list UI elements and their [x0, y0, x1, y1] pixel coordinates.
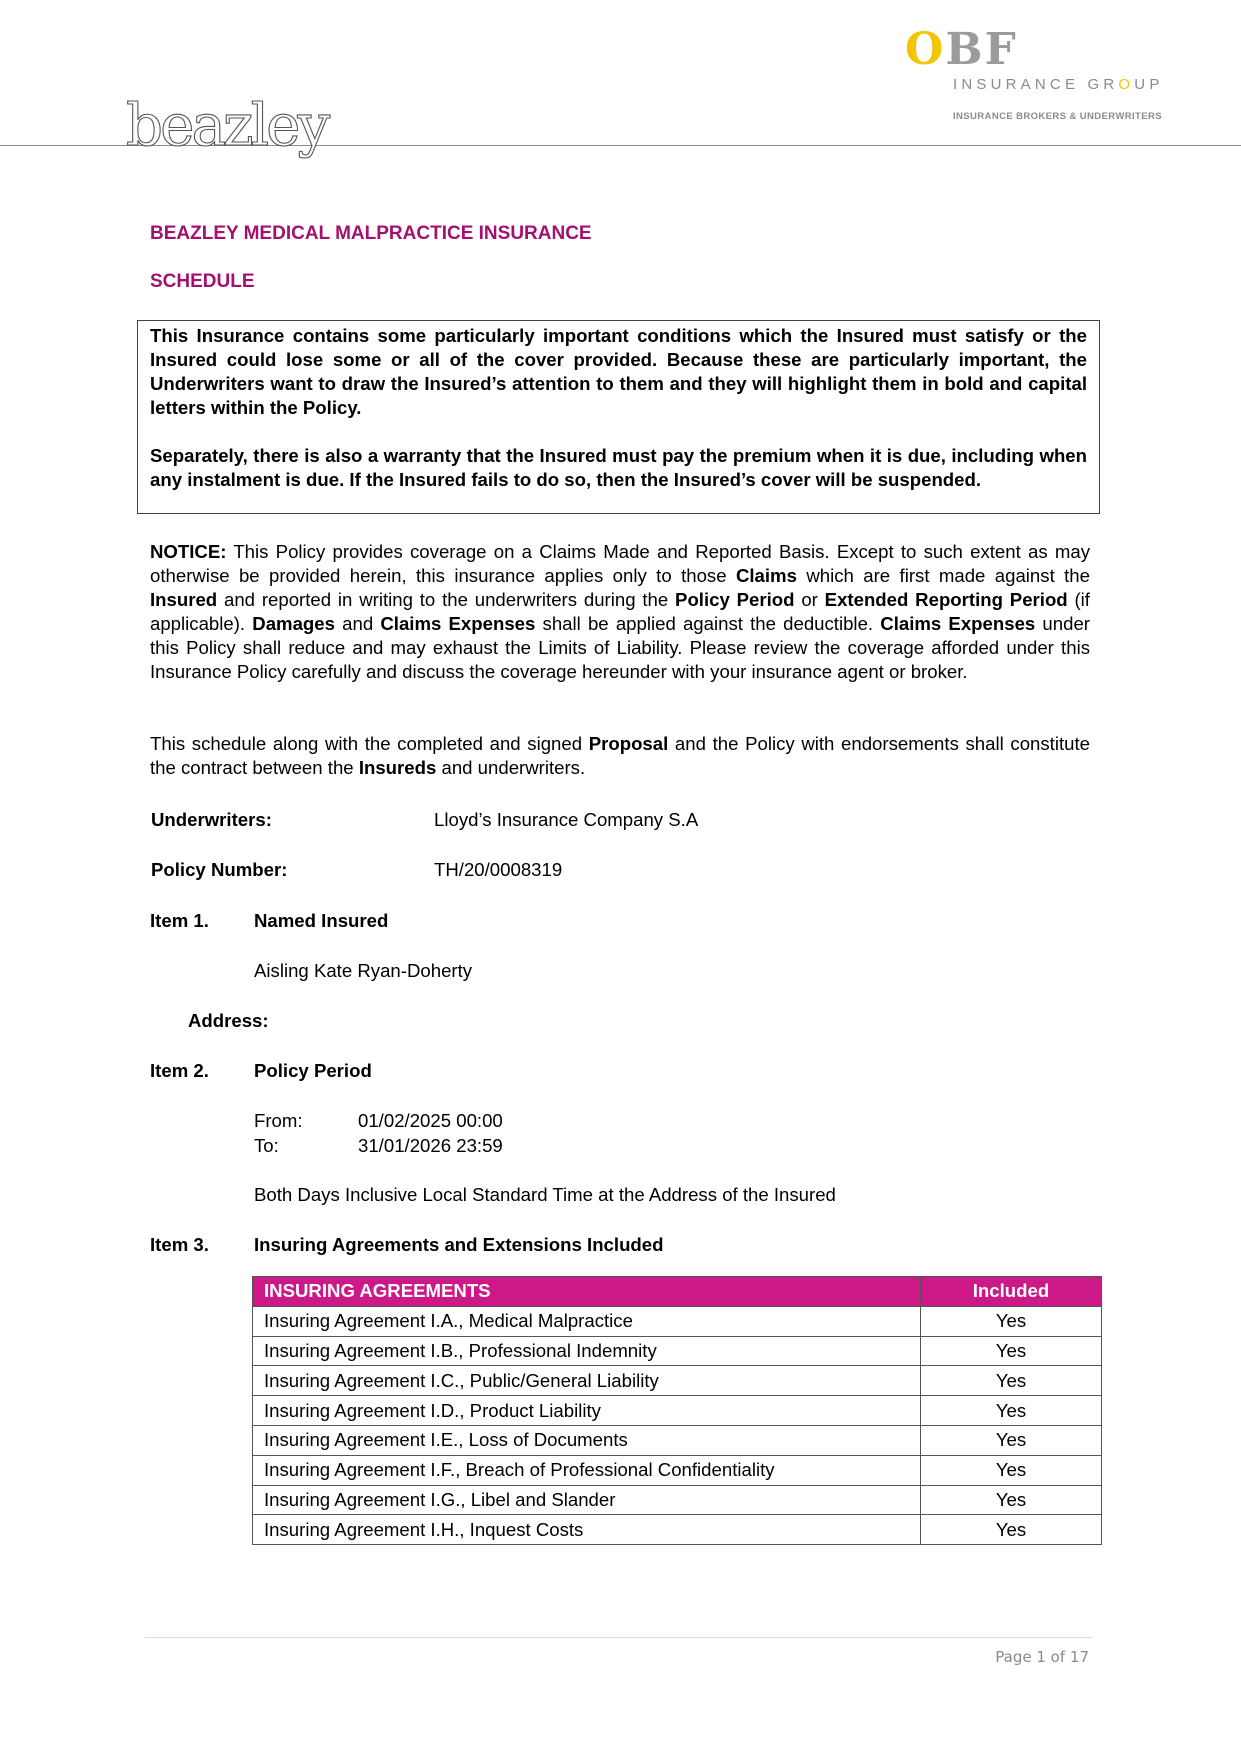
- item3-title: Insuring Agreements and Extensions Included: [254, 1234, 664, 1255]
- table-row: Insuring Agreement I.D., Product Liability Yes: [253, 1396, 1102, 1426]
- important-paragraph-1: This Insurance contains some particularly important conditions which the Insured must satisfy or the Insured could lose some or all of the cover provided. Because these are particularly important, the Underwriters want to draw the Insured’s attention to them and they will highlight them in bold and capital letters within the Policy.: [150, 325, 1087, 418]
- table-row: Insuring Agreement I.B., Professional Indemnity Yes: [253, 1336, 1102, 1366]
- contract-paragraph: This schedule along with the completed and signed Proposal and the Policy with endorsements shall constitute the contract between the Insureds and underwriters.: [150, 733, 1090, 778]
- table-row: Insuring Agreement I.H., Inquest Costs Yes: [253, 1515, 1102, 1545]
- period-from-label: From:: [254, 1110, 303, 1131]
- address-label: Address:: [188, 1010, 269, 1031]
- table-row: Insuring Agreement I.E., Loss of Documents Yes: [253, 1425, 1102, 1455]
- item1-number: Item 1.: [150, 910, 209, 931]
- important-paragraph-2: Separately, there is also a warranty that the Insured must pay the premium when it is due, including when any instalment is due. If the Insured fails to do so, then the Insured’s cover will be suspended.: [150, 445, 1087, 490]
- item3-number: Item 3.: [150, 1234, 209, 1255]
- item2-number: Item 2.: [150, 1060, 209, 1081]
- obf-letters: OBF: [905, 24, 1018, 75]
- important-conditions-box: [137, 320, 1100, 514]
- period-note: Both Days Inclusive Local Standard Time at the Address of the Insured: [254, 1184, 836, 1205]
- notice-paragraph: NOTICE: This Policy provides coverage on a Claims Made and Reported Basis. Except to such extent as may otherwise be provided herein, this insurance applies only to those Claims which are first made against the Insured and reported in writing to the underwriters during the Policy Period or Extended Reporting Period (if applicable). Damages and Claims Expenses shall be applied against the deductible. Claims Expenses under this Policy shall reduce and may exhaust the Limits of Liability. Please review the coverage afforded under this Insurance Policy carefully and discuss the coverage hereunder with your insurance agent or broker.: [150, 541, 1090, 682]
- named-insured-value: Aisling Kate Ryan-Doherty: [254, 960, 473, 981]
- table-row: Insuring Agreement I.F., Breach of Professional Confidentiality Yes: [253, 1455, 1102, 1485]
- column-header-agreements: INSURING AGREEMENTS: [253, 1277, 921, 1307]
- table-row: Insuring Agreement I.A., Medical Malpractice Yes: [253, 1306, 1102, 1336]
- underwriters-value: Lloyd’s Insurance Company S.A: [434, 809, 699, 830]
- table-row: Insuring Agreement I.C., Public/General Liability Yes: [253, 1366, 1102, 1396]
- obf-tagline: INSURANCE BROKERS & UNDERWRITERS: [953, 111, 1162, 122]
- policy-number-value: TH/20/0008319: [434, 859, 563, 880]
- period-from-value: 01/02/2025 00:00: [358, 1110, 503, 1131]
- obf-group-name: INSURANCE GROUP: [953, 76, 1164, 93]
- document-subtitle: SCHEDULE: [150, 271, 255, 292]
- table-row: Insuring Agreement I.G., Libel and Slander Yes: [253, 1485, 1102, 1515]
- underwriters-label: Underwriters:: [151, 809, 272, 830]
- table-header-row: [253, 1277, 1102, 1307]
- footer-rule: [145, 1637, 1093, 1638]
- insuring-agreements-table: [252, 1276, 1102, 1545]
- beazley-logo: [122, 90, 362, 170]
- item1-title: Named Insured: [254, 910, 389, 931]
- item2-title: Policy Period: [254, 1060, 372, 1081]
- obf-logo: [905, 24, 1205, 128]
- period-to-value: 31/01/2026 23:59: [358, 1135, 503, 1156]
- svg-text:beazley: beazley: [126, 91, 328, 159]
- period-to-label: To:: [254, 1135, 279, 1156]
- page-number: Page 1 of 17: [995, 1648, 1089, 1666]
- policy-number-label: Policy Number:: [151, 859, 288, 880]
- document-title: BEAZLEY MEDICAL MALPRACTICE INSURANCE: [150, 223, 592, 244]
- column-header-included: Included: [921, 1277, 1102, 1307]
